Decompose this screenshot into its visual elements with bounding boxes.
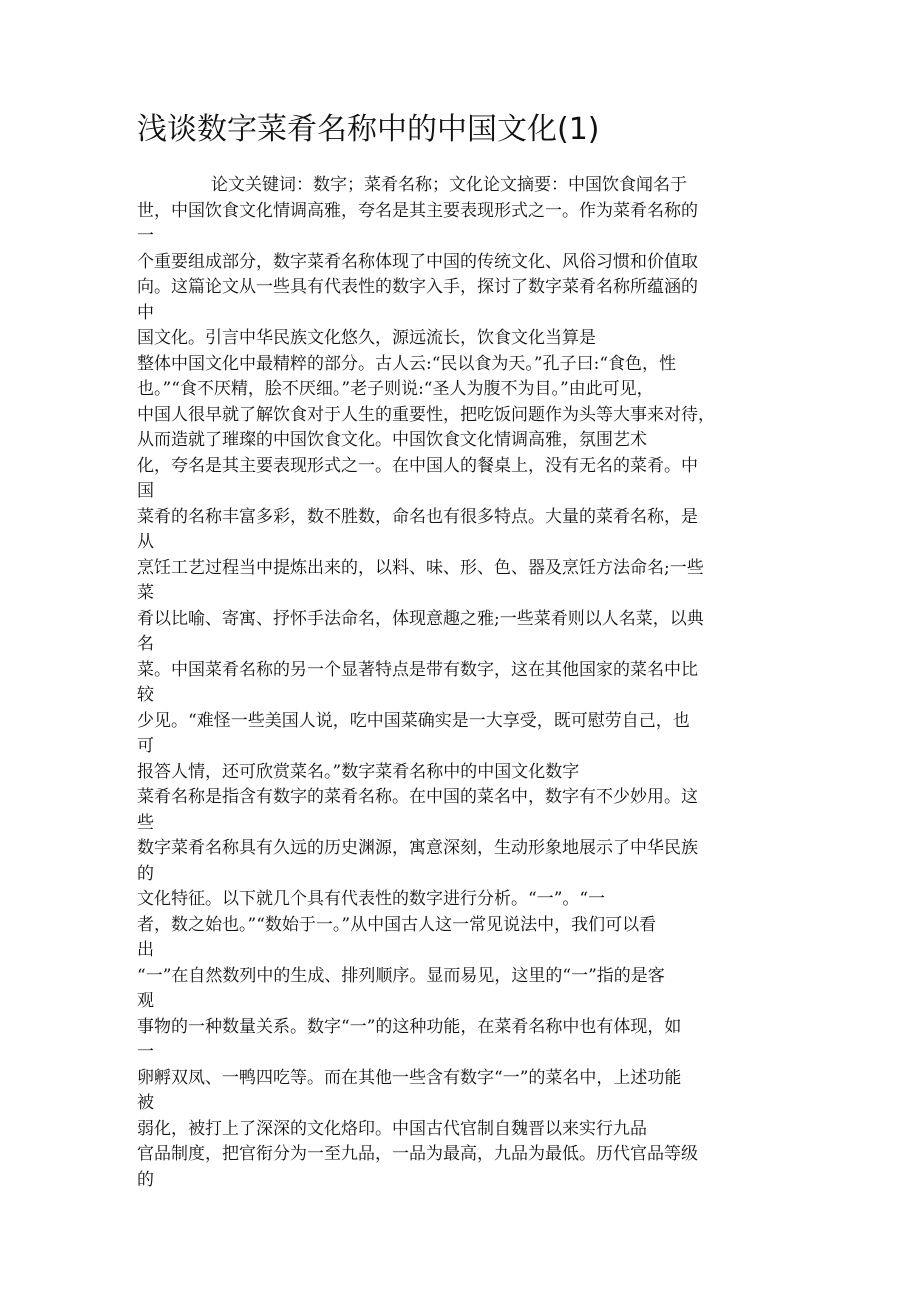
- text-line: 报答人情，还可欣赏菜名。”数字菜肴名称中的中国文化数字: [137, 761, 580, 782]
- text-line: 论文关键词：数字；菜肴名称；文化论文摘要：中国饮食闻名于: [211, 175, 687, 195]
- text-line: 观: [137, 991, 154, 1011]
- document-body: [137, 173, 787, 1193]
- text-line: 化，夸名是其主要表现形式之一。在中国人的餐桌上，没有无名的菜肴。中: [137, 455, 698, 476]
- text-line: 名: [137, 634, 154, 654]
- text-line: 向。这篇论文从一些具有代表性的数字入手，探讨了数字菜肴名称所蕴涵的: [137, 277, 698, 297]
- text-line: 菜。中国菜肴名称的另一个显著特点是带有数字，这在其他国家的菜名中比: [137, 659, 698, 680]
- text-line: 出: [137, 940, 154, 960]
- text-line: 文化特征。以下就几个具有代表性的数字进行分析。“一”。“一: [137, 889, 606, 909]
- text-line: 官品制度，把官衔分为一至九品，一品为最高，九品为最低。历代官品等级: [137, 1144, 698, 1164]
- text-line: 一: [137, 226, 154, 246]
- text-line: 较: [137, 685, 154, 705]
- text-line: 从: [137, 532, 154, 552]
- text-line: 者，数之始也。”“数始于一。”从中国古人这一常见说法中，我们可以看: [137, 914, 657, 935]
- text-line: 烹饪工艺过程当中提炼出来的，以料、味、形、色、器及烹饪方法命名;一些: [137, 557, 704, 578]
- text-line: 数字菜肴名称具有久远的历史渊源，寓意深刻，生动形象地展示了中华民族: [137, 838, 698, 858]
- text-line: 弱化，被打上了深深的文化烙印。中国古代官制自魏晋以来实行九品: [137, 1118, 647, 1139]
- text-line: 的: [137, 1169, 154, 1190]
- text-line: 少见。“难怪一些美国人说，吃中国菜确实是一大享受，既可慰劳自己，也: [137, 710, 690, 731]
- text-line: 从而造就了璀璨的中国饮食文化。中国饮食文化情调高雅，氛围艺术: [137, 430, 647, 450]
- text-line: 菜: [137, 583, 154, 603]
- text-line: 菜肴名称是指含有数字的菜肴名称。在中国的菜名中，数字有不少妙用。这: [137, 787, 698, 807]
- text-line: 国文化。引言中华民族文化悠久，源远流长，饮食文化当算是: [137, 328, 596, 348]
- text-line: 可: [137, 736, 154, 756]
- text-line: 菜肴的名称丰富多彩，数不胜数，命名也有很多特点。大量的菜肴名称，是: [137, 506, 698, 527]
- text-line: 事物的一种数量关系。数字“一”的这种功能，在菜肴名称中也有体现，如: [137, 1016, 682, 1037]
- text-line: 肴以比喻、寄寓、抒怀手法命名，体现意趣之雅;一些菜肴则以人名菜，以典: [137, 608, 704, 629]
- text-line: 个重要组成部分，数字菜肴名称体现了中国的传统文化、风俗习惯和价值取: [137, 251, 698, 272]
- text-line: “一”在自然数列中的生成、排列顺序。显而易见，这里的“一”指的是客: [137, 965, 665, 986]
- text-line: 也。”“食不厌精，脍不厌细。”老子则说:“圣人为腹不为目。”由此可见，: [137, 379, 654, 399]
- text-line: 中: [137, 302, 154, 323]
- text-line: 整体中国文化中最精粹的部分。古人云:“民以食为天。”孔子曰:“食色，性: [137, 353, 677, 374]
- text-line: 些: [137, 812, 154, 833]
- document-title: 浅谈数字菜肴名称中的中国文化(1): [137, 112, 600, 147]
- text-line: 卵孵双凤、一鸭四吃等。而在其他一些含有数字“一”的菜名中，上述功能: [137, 1067, 682, 1088]
- text-line: 被: [137, 1093, 154, 1113]
- text-line: 中国人很早就了解饮食对于人生的重要性，把吃饭问题作为头等大事来对待，: [137, 404, 715, 425]
- text-line: 的: [137, 863, 154, 884]
- text-line: 一: [137, 1042, 154, 1062]
- text-line: 国: [137, 481, 154, 501]
- text-line: 世，中国饮食文化情调高雅，夸名是其主要表现形式之一。作为菜肴名称的: [137, 200, 698, 221]
